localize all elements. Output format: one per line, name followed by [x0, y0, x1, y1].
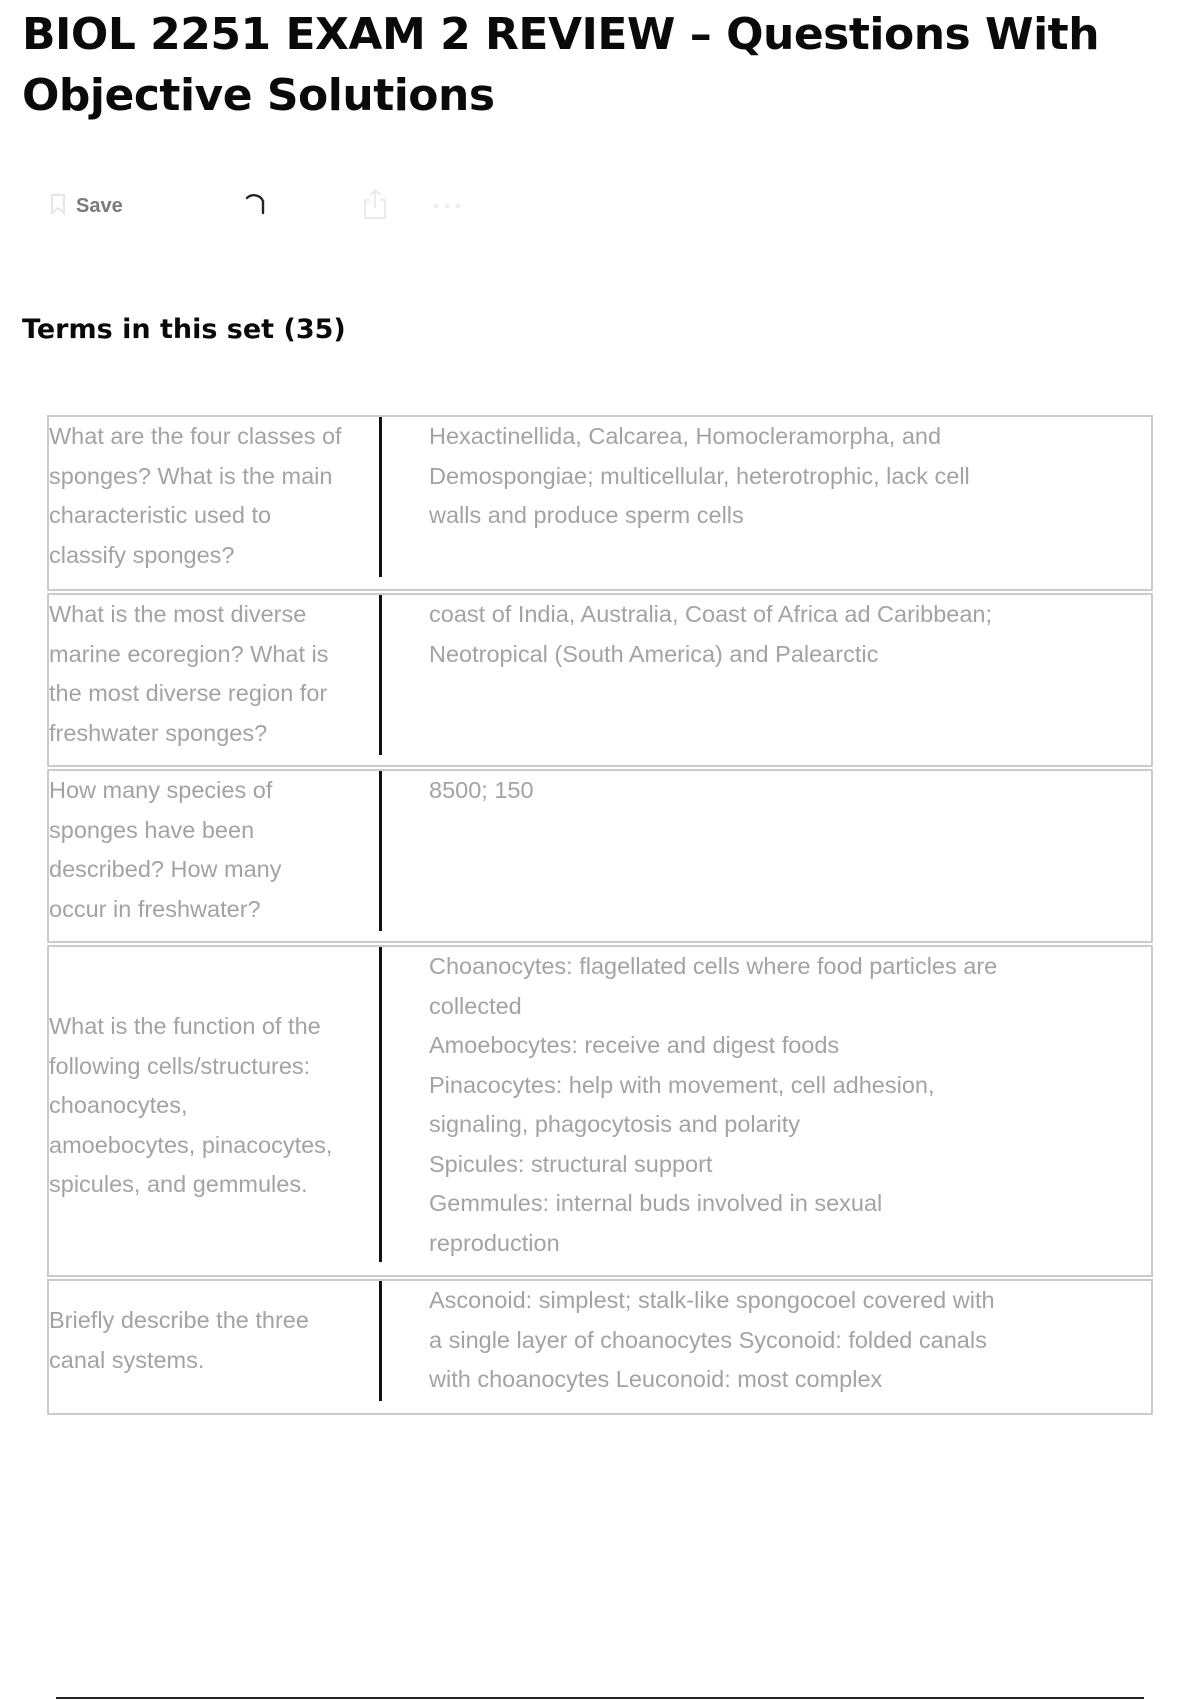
share-icon [362, 188, 388, 225]
term-definition: Hexactinellida, Calcarea, Homocleramorpha, and Demospongiae; multicellular, heterotrophic, lack cell walls and produce sperm cells [429, 423, 970, 528]
more-options-button[interactable] [432, 186, 462, 226]
row-divider [379, 595, 382, 755]
row-divider [379, 417, 382, 577]
term-row[interactable] [47, 945, 1153, 1277]
term-row[interactable] [47, 593, 1153, 767]
page-title-line-1: BIOL 2251 EXAM 2 REVIEW – Questions With [22, 9, 1100, 60]
more-icon [432, 197, 462, 215]
terms-count-heading: Terms in this set (35) [22, 314, 346, 345]
loading-spinner-icon [242, 191, 268, 222]
term-question: What is the function of the following cells/structures: choanocytes, amoebocytes, pinacocytes, spicules, and gemmules. [49, 1013, 333, 1197]
bookmark-icon [50, 193, 66, 220]
row-divider [379, 771, 382, 931]
save-button[interactable] [50, 186, 123, 226]
row-divider [379, 947, 382, 1262]
row-divider [379, 1281, 382, 1401]
term-definition: coast of India, Australia, Coast of Africa ad Caribbean; Neotropical (South America) and Palearctic [429, 601, 993, 667]
terms-table [47, 415, 1153, 1417]
share-button[interactable] [362, 186, 388, 226]
footer-divider [56, 1697, 1144, 1699]
term-question: What are the four classes of sponges? What is the main characteristic used to classify sponges? [49, 423, 342, 568]
term-question: Briefly describe the three canal systems. [49, 1307, 309, 1373]
set-toolbar [50, 186, 530, 226]
term-question: What is the most diverse marine ecoregion? What is the most diverse region for freshwater sponges? [49, 601, 329, 746]
page-title [22, 4, 1142, 126]
term-row[interactable] [47, 769, 1153, 943]
page-title-line-2: Objective Solutions [22, 70, 495, 121]
save-button-label: Save [76, 194, 123, 217]
term-definition: Asconoid: simplest; stalk-like spongocoel covered with a single layer of choanocytes Syconoid: folded canals with choanocytes Leuconoid: most complex [429, 1287, 995, 1392]
term-row[interactable] [47, 1279, 1153, 1415]
term-definition: Choanocytes: flagellated cells where food particles are collected Amoebocytes: receive and digest foods Pinacocytes: help with movement, cell adhesion, signaling, phagocytosis and polarity Spicules: structural support Gemmules: internal buds involved in sexual reproduction [429, 953, 998, 1256]
term-question: How many species of sponges have been described? How many occur in freshwater? [49, 777, 282, 922]
loading-spinner [242, 186, 268, 226]
term-row[interactable] [47, 415, 1153, 591]
term-definition: 8500; 150 [429, 777, 534, 803]
